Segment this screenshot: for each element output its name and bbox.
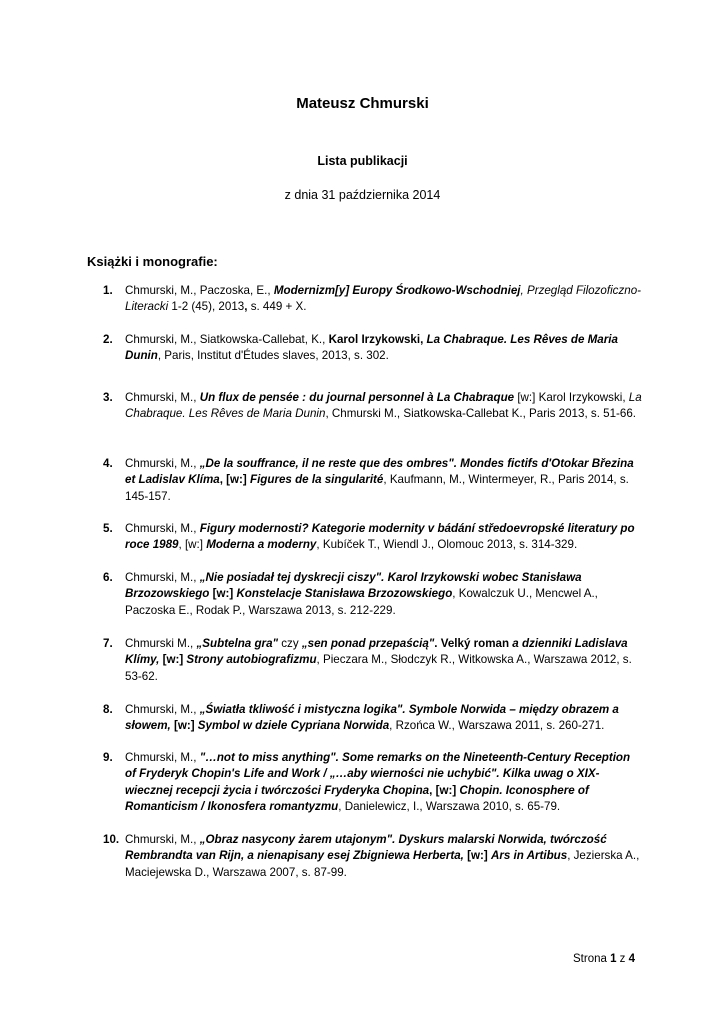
citation-segment: . Velký roman bbox=[434, 637, 513, 650]
citation-segment: „Nie posiadał tej dyskrecji ciszy". Karol Irzykowski wobec Stanisława Brzozowskiego bbox=[125, 571, 582, 601]
list-item bbox=[103, 570, 643, 619]
citation-segment: Ars in Artibus bbox=[490, 849, 568, 863]
list-item bbox=[103, 702, 643, 735]
list-item bbox=[103, 390, 643, 423]
list-date: z dnia 31 października 2014 bbox=[284, 188, 441, 202]
citation-segment: , Kubíček T., Wiendl J., Olomouc 2013, s. 314-329. bbox=[316, 538, 578, 552]
citation-segment: Modernizm[y] Europy Środkowo-Wschodniej bbox=[273, 284, 521, 297]
citation-segment: Chmurski, M., bbox=[125, 571, 200, 584]
citation-segment: 1-2 (45), 2013 bbox=[168, 300, 245, 314]
citation-segment: , Chmurski M., Siatkowska-Callebat K., Paris 2013, s. 51-66. bbox=[325, 407, 637, 421]
list-item bbox=[103, 283, 643, 316]
citation-segment: Chmurski, M., Siatkowska-Callebat, K., bbox=[125, 333, 329, 346]
list-item-number: 6. bbox=[103, 571, 113, 584]
citation-segment: Moderna a moderny bbox=[206, 538, 317, 552]
citation-segment: Konstelacje Stanisława Brzozowskiego bbox=[236, 587, 453, 601]
citation-segment: „De la souffrance, il ne reste que des ombres". Mondes fictifs d'Otokar Březina et Ladislav Klíma bbox=[125, 457, 634, 487]
list-item-number: 8. bbox=[103, 703, 113, 716]
citation-segment: , Pieczara M., Słodczyk R., Witkowska A., Warszawa 2012, s. 53-62. bbox=[125, 653, 632, 683]
list-item bbox=[103, 636, 643, 685]
list-item-citation bbox=[125, 283, 643, 316]
citation-segment: "…not to miss anything". Some remarks on the Nineteenth-Century Reception of Fryderyk Chopin's Life and Work / „…aby wierności nie uchybić". Kilka uwag o XIX-wiecznej recepcji życia i twórczości Fryderyka Chopina bbox=[125, 751, 631, 797]
list-item-citation bbox=[125, 521, 643, 554]
citation-segment: , Rzońca W., Warszawa 2011, s. 260-271. bbox=[389, 719, 605, 733]
list-item bbox=[103, 332, 643, 365]
citation-segment: , [w:] bbox=[178, 538, 207, 552]
list-item bbox=[103, 832, 643, 881]
citation-segment: , Danielewicz, I., Warszawa 2010, s. 65-79. bbox=[338, 800, 561, 814]
citation-segment: [w:] bbox=[170, 719, 198, 733]
author-name: Mateusz Chmurski bbox=[296, 95, 429, 112]
citation-segment: , Kowalczuk U., Mencwel A., Paczoska E., Rodak P., Warszawa 2013, s. 212-229. bbox=[125, 587, 598, 617]
citation-segment: La Chabraque. Les Rêves de Maria Dunin bbox=[125, 391, 642, 421]
citation-segment: , bbox=[244, 300, 248, 314]
citation-segment: La Chabraque. Les Rêves de Maria Dunin bbox=[125, 333, 618, 363]
list-item-citation bbox=[125, 456, 643, 505]
citation-segment: [w:] Karol Irzykowski, bbox=[514, 391, 629, 404]
section-heading: Książki i monografie: bbox=[87, 254, 218, 269]
citation-segment: a dzienniki Ladislava Klímy, bbox=[125, 637, 628, 667]
footer-middle: z bbox=[616, 953, 629, 965]
page-footer bbox=[573, 953, 635, 965]
citation-segment: Figures de la singularité bbox=[250, 473, 384, 487]
citation-segment: Chmurski, M., bbox=[125, 457, 200, 470]
citation-segment: , [w:] bbox=[429, 783, 460, 797]
citation-segment: Strony autobiografizmu bbox=[186, 653, 317, 667]
list-item-citation bbox=[125, 332, 643, 365]
citation-segment: „sen ponad przepaścią" bbox=[301, 637, 435, 650]
list-item-citation bbox=[125, 636, 643, 685]
citation-segment: [w:] bbox=[209, 587, 237, 601]
citation-segment: [w:] bbox=[463, 849, 491, 863]
list-item-citation bbox=[125, 390, 643, 423]
list-item-number: 10. bbox=[103, 833, 120, 846]
citation-segment: , Kaufmann, M., Wintermeyer, R., Paris 2014, s. 145-157. bbox=[125, 473, 629, 503]
footer-prefix: Strona bbox=[573, 953, 611, 965]
citation-segment: Chmurski, M., bbox=[125, 833, 200, 846]
citation-segment: Chmurski M., bbox=[125, 637, 197, 650]
citation-segment: Chmurski, M., bbox=[125, 703, 200, 716]
list-item bbox=[103, 750, 643, 816]
list-item bbox=[103, 521, 643, 554]
list-item-citation bbox=[125, 570, 643, 619]
citation-segment: czy bbox=[278, 637, 302, 650]
citation-segment: Symbol w dziele Cypriana Norwida bbox=[197, 719, 390, 733]
citation-segment: , [w:] bbox=[219, 473, 250, 487]
list-item-number: 4. bbox=[103, 457, 113, 470]
citation-segment: Chmurski, M., Paczoska, E., bbox=[125, 284, 274, 297]
footer-page-number: 1 bbox=[610, 953, 617, 965]
citation-segment: [w:] bbox=[159, 653, 187, 667]
list-item-citation bbox=[125, 702, 643, 735]
list-item-citation bbox=[125, 832, 643, 881]
list-item-number: 7. bbox=[103, 637, 113, 650]
citation-segment: „Obraz nasycony żarem utajonym". Dyskurs malarski Norwida, twórczość Rembrandta van Rijn, a nienapisany esej Zbigniewa Herberta, bbox=[125, 833, 607, 863]
citation-segment: , Jezierska A., Maciejewska D., Warszawa 2007, s. 87-99. bbox=[125, 849, 640, 879]
citation-segment: Chmurski, M., bbox=[125, 391, 200, 404]
citation-segment: Chopin. Iconosphere of Romanticism / Ikonosfera romantyzmu bbox=[125, 783, 589, 814]
citation-segment: Un flux de pensée : du journal personnel à La Chabraque bbox=[199, 391, 515, 404]
citation-segment: „Światła tkliwość i mistyczna logika". Symbole Norwida – między obrazem a słowem, bbox=[125, 703, 619, 733]
citation-segment: Karol Irzykowski, bbox=[328, 333, 427, 346]
list-item bbox=[103, 456, 643, 505]
list-title: Lista publikacji bbox=[317, 154, 408, 168]
list-item-citation bbox=[125, 750, 643, 816]
citation-segment: Chmurski, M., bbox=[125, 522, 200, 535]
list-item-number: 2. bbox=[103, 333, 113, 346]
footer-page-total: 4 bbox=[628, 953, 636, 965]
citation-segment: „Subtelna gra" bbox=[196, 637, 279, 650]
citation-segment: , Paris, Institut d'Études slaves, 2013, s. 302. bbox=[157, 349, 389, 363]
citation-segment: s. 449 + X. bbox=[247, 300, 307, 314]
list-item-number: 5. bbox=[103, 522, 113, 535]
citation-segment: , Przegląd Filozoficzno-Literacki bbox=[125, 284, 642, 314]
citation-segment: Figury modernosti? Kategorie modernity v bádání středoevropské literatury po roce 1989 bbox=[125, 522, 635, 552]
list-item-number: 9. bbox=[103, 751, 113, 764]
list-item-number: 3. bbox=[103, 391, 113, 404]
list-item-number: 1. bbox=[103, 284, 113, 297]
citation-segment: Chmurski, M., bbox=[125, 751, 200, 764]
